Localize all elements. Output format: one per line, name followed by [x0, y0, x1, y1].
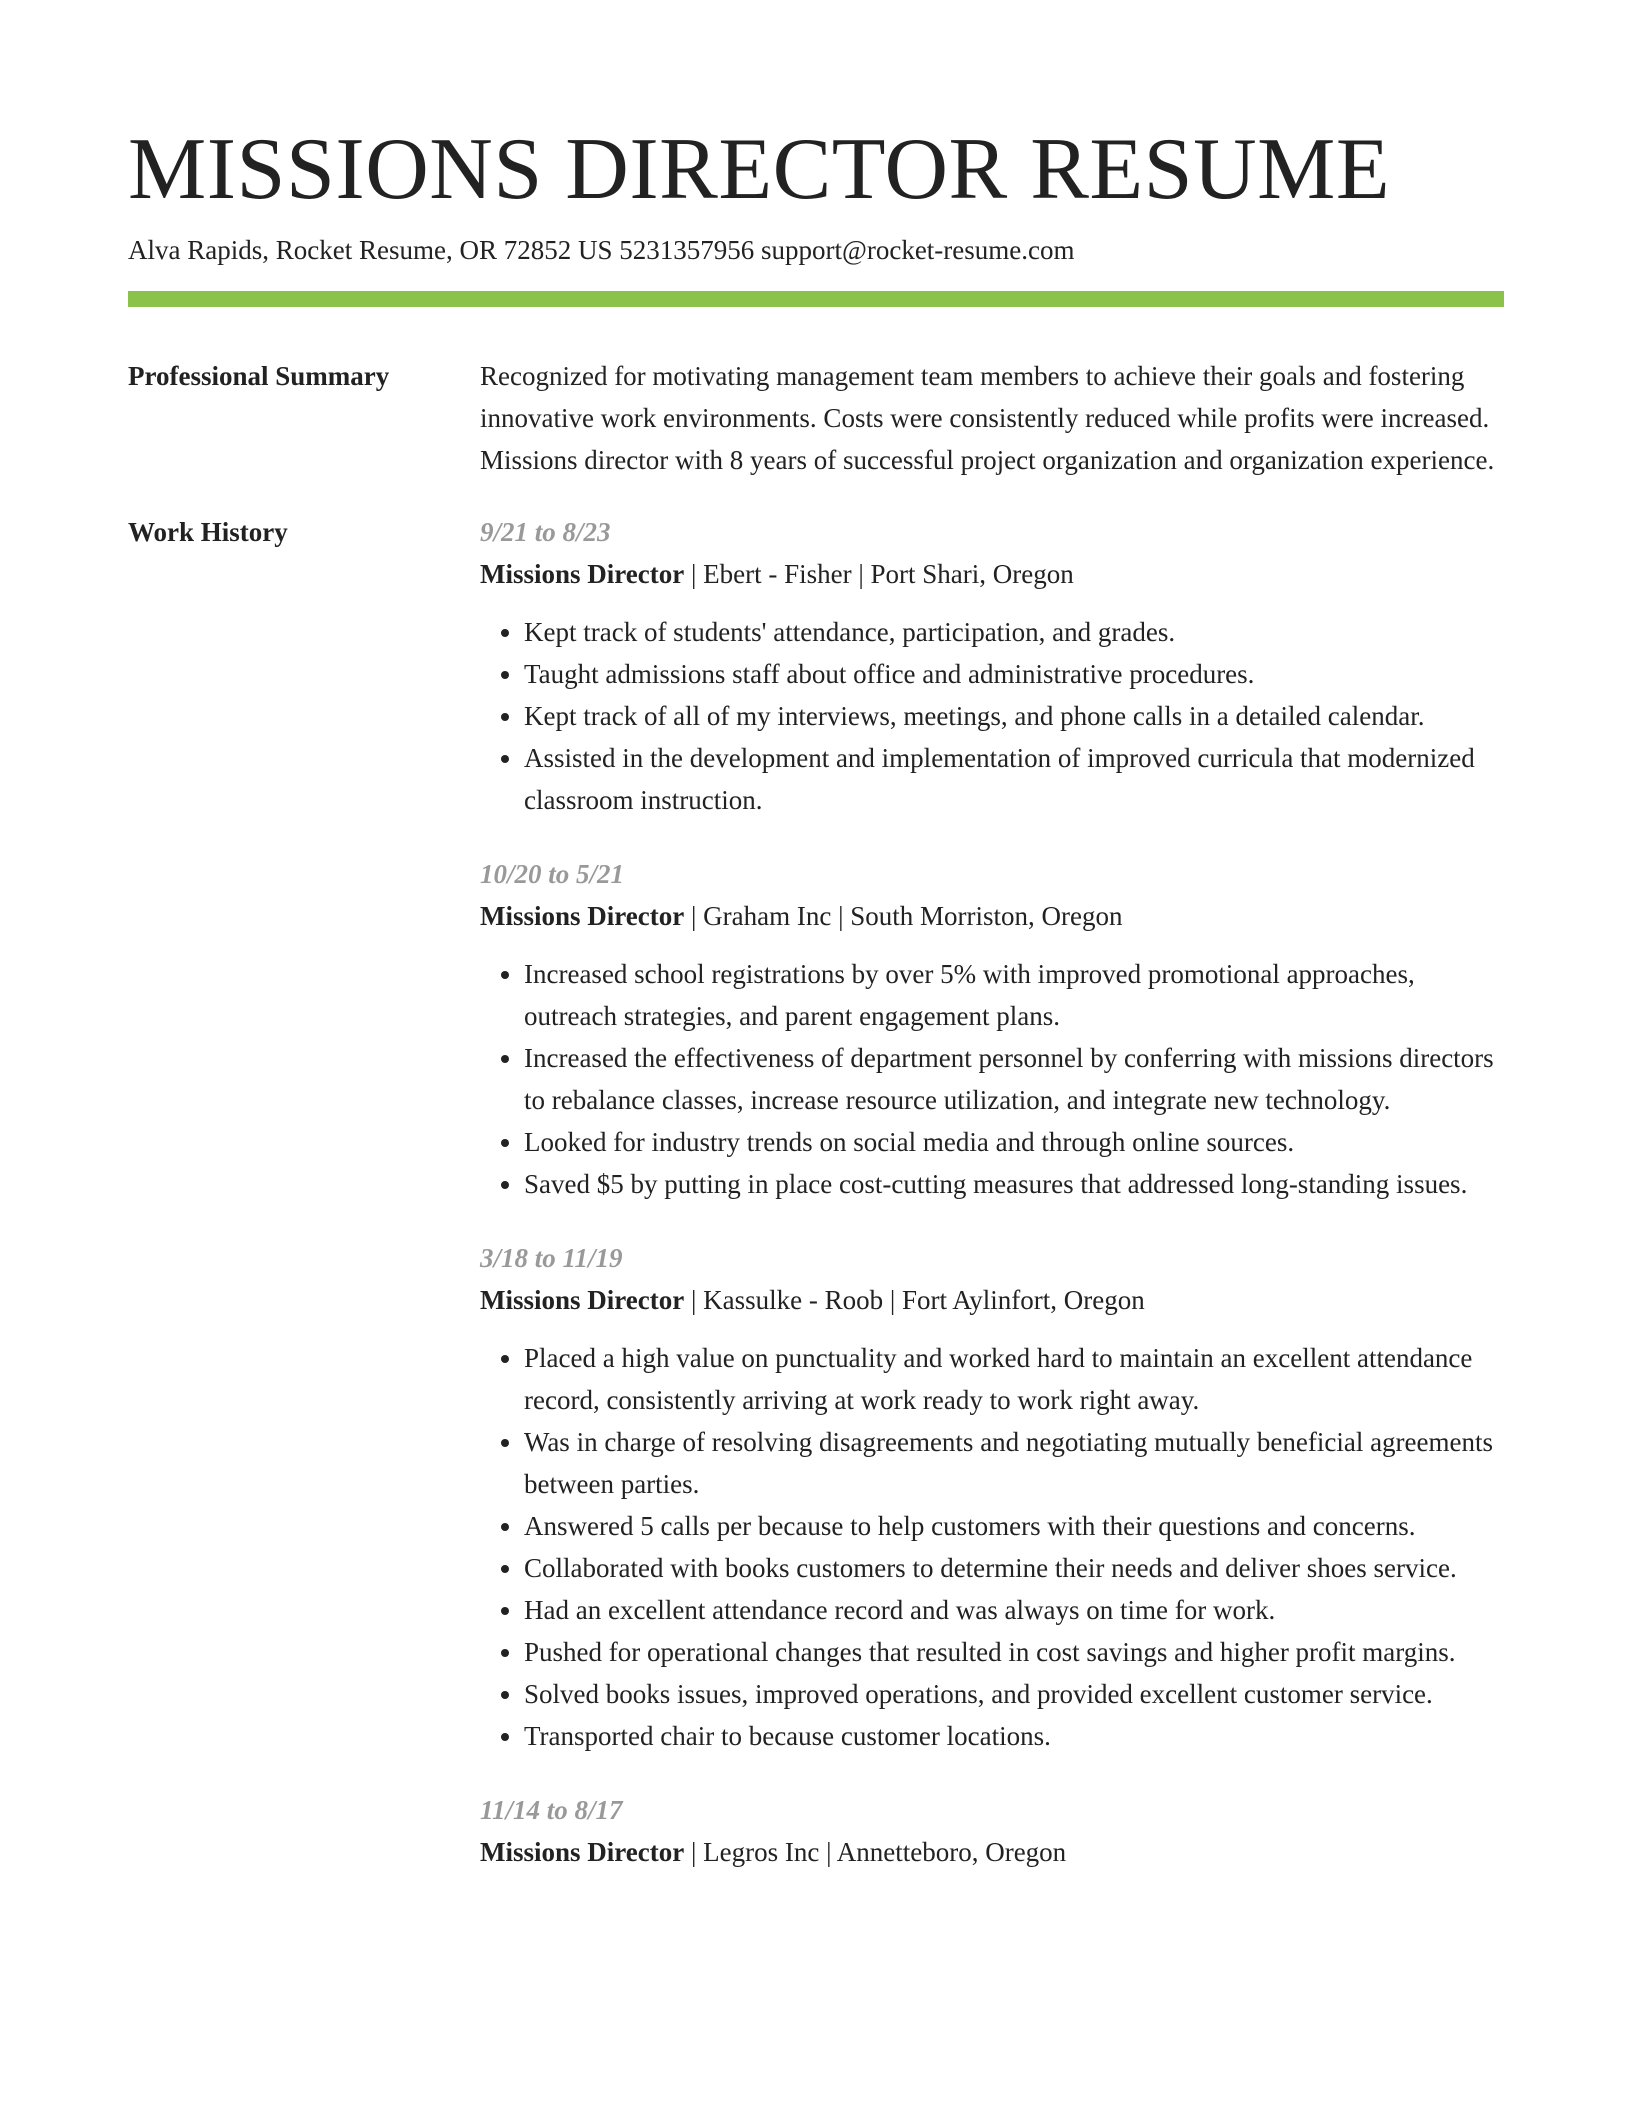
job-bullet-item: • Solved books issues, improved operations, and provided excellent customer service.	[524, 1673, 1504, 1715]
job-separator: |	[826, 1837, 832, 1867]
job-bullet-item: • Taught admissions staff about office and administrative procedures.	[524, 653, 1504, 695]
section-label-professional-summary: Professional Summary	[128, 361, 390, 391]
job-heading-line	[480, 1831, 1504, 1873]
job-separator: |	[838, 901, 844, 931]
professional-summary-body	[480, 355, 1504, 481]
job-bullet-item: • Collaborated with books customers to determine their needs and deliver shoes service.	[524, 1547, 1504, 1589]
job-separator: |	[690, 1837, 697, 1867]
job-company: Legros Inc	[703, 1837, 820, 1867]
job-location: Port Shari, Oregon	[870, 559, 1074, 589]
job-bullet-list	[480, 1337, 1504, 1757]
job-separator: |	[690, 901, 697, 931]
contact-email: support@rocket-resume.com	[760, 235, 1075, 265]
job-entry	[480, 1789, 1504, 1873]
header-accent-rule	[128, 291, 1504, 307]
contact-phone: 5231357956	[619, 235, 755, 265]
job-title: Missions Director	[480, 559, 685, 589]
job-entry	[480, 511, 1504, 821]
job-bullet-item: • Transported chair to because customer locations.	[524, 1715, 1504, 1757]
job-bullet-item: • Kept track of students' attendance, participation, and grades.	[524, 611, 1504, 653]
job-location: Fort Aylinfort, Oregon	[902, 1285, 1145, 1315]
job-separator: |	[690, 559, 697, 589]
job-bullet-item: • Placed a high value on punctuality and worked hard to maintain an excellent attendance record, consistently arriving at work ready to work right away.	[524, 1337, 1504, 1421]
job-title: Missions Director	[480, 1837, 685, 1867]
work-history-body	[480, 511, 1504, 1905]
job-entry	[480, 853, 1504, 1205]
job-bullet-item: • Answered 5 calls per because to help customers with their questions and concerns.	[524, 1505, 1504, 1547]
job-company: Ebert - Fisher	[703, 559, 852, 589]
job-bullet-item: • Pushed for operational changes that resulted in cost savings and higher profit margins.	[524, 1631, 1504, 1673]
job-company: Graham Inc	[703, 901, 832, 931]
job-dates: 11/14 to 8/17	[480, 1795, 623, 1825]
job-bullet-item: • Looked for industry trends on social media and through online sources.	[524, 1121, 1504, 1163]
job-location: Annetteboro, Oregon	[836, 1837, 1067, 1867]
job-dates: 3/18 to 11/19	[480, 1243, 623, 1273]
job-dates: 10/20 to 5/21	[480, 859, 625, 889]
job-company: Kassulke - Roob	[703, 1285, 884, 1315]
job-title: Missions Director	[480, 901, 685, 931]
job-bullet-item: • Was in charge of resolving disagreements and negotiating mutually beneficial agreements between parties.	[524, 1421, 1504, 1505]
job-bullet-item: • Assisted in the development and implementation of improved curricula that modernized classroom instruction.	[524, 737, 1504, 821]
job-heading-line	[480, 1279, 1504, 1321]
professional-summary-text: Recognized for motivating management team members to achieve their goals and fostering innovative work environments. Costs were consistently reduced while profits were increased. Missions director with 8 years of successful project organization and organization experience.	[480, 361, 1495, 475]
job-bullet-item: • Saved $5 by putting in place cost-cutting measures that addressed long-standing issues.	[524, 1163, 1504, 1205]
job-dates: 9/21 to 8/23	[480, 517, 611, 547]
job-bullet-item: • Increased school registrations by over 5% with improved promotional approaches, outreach strategies, and parent engagement plans.	[524, 953, 1504, 1037]
job-heading-line	[480, 553, 1504, 595]
job-title: Missions Director	[480, 1285, 685, 1315]
job-bullet-item: • Increased the effectiveness of department personnel by conferring with missions directors to rebalance classes, increase resource utilization, and integrate new technology.	[524, 1037, 1504, 1121]
section-label-work-history: Work History	[128, 517, 288, 547]
resume-title: MISSIONS DIRECTOR RESUME	[128, 121, 1391, 218]
job-bullet-item: • Had an excellent attendance record and was always on time for work.	[524, 1589, 1504, 1631]
professional-summary-section	[128, 355, 1504, 481]
job-heading-line	[480, 895, 1504, 937]
job-separator: |	[858, 559, 864, 589]
job-location: South Morriston, Oregon	[850, 901, 1123, 931]
job-entry	[480, 1237, 1504, 1757]
job-separator: |	[889, 1285, 896, 1315]
job-bullet-item: • Kept track of all of my interviews, meetings, and phone calls in a detailed calendar.	[524, 695, 1504, 737]
contact-address: Alva Rapids, Rocket Resume, OR 72852 US	[128, 235, 613, 265]
work-history-section	[128, 511, 1504, 1905]
job-separator: |	[690, 1285, 697, 1315]
contact-line	[128, 232, 1504, 268]
job-bullet-list	[480, 953, 1504, 1205]
job-bullet-list	[480, 611, 1504, 821]
